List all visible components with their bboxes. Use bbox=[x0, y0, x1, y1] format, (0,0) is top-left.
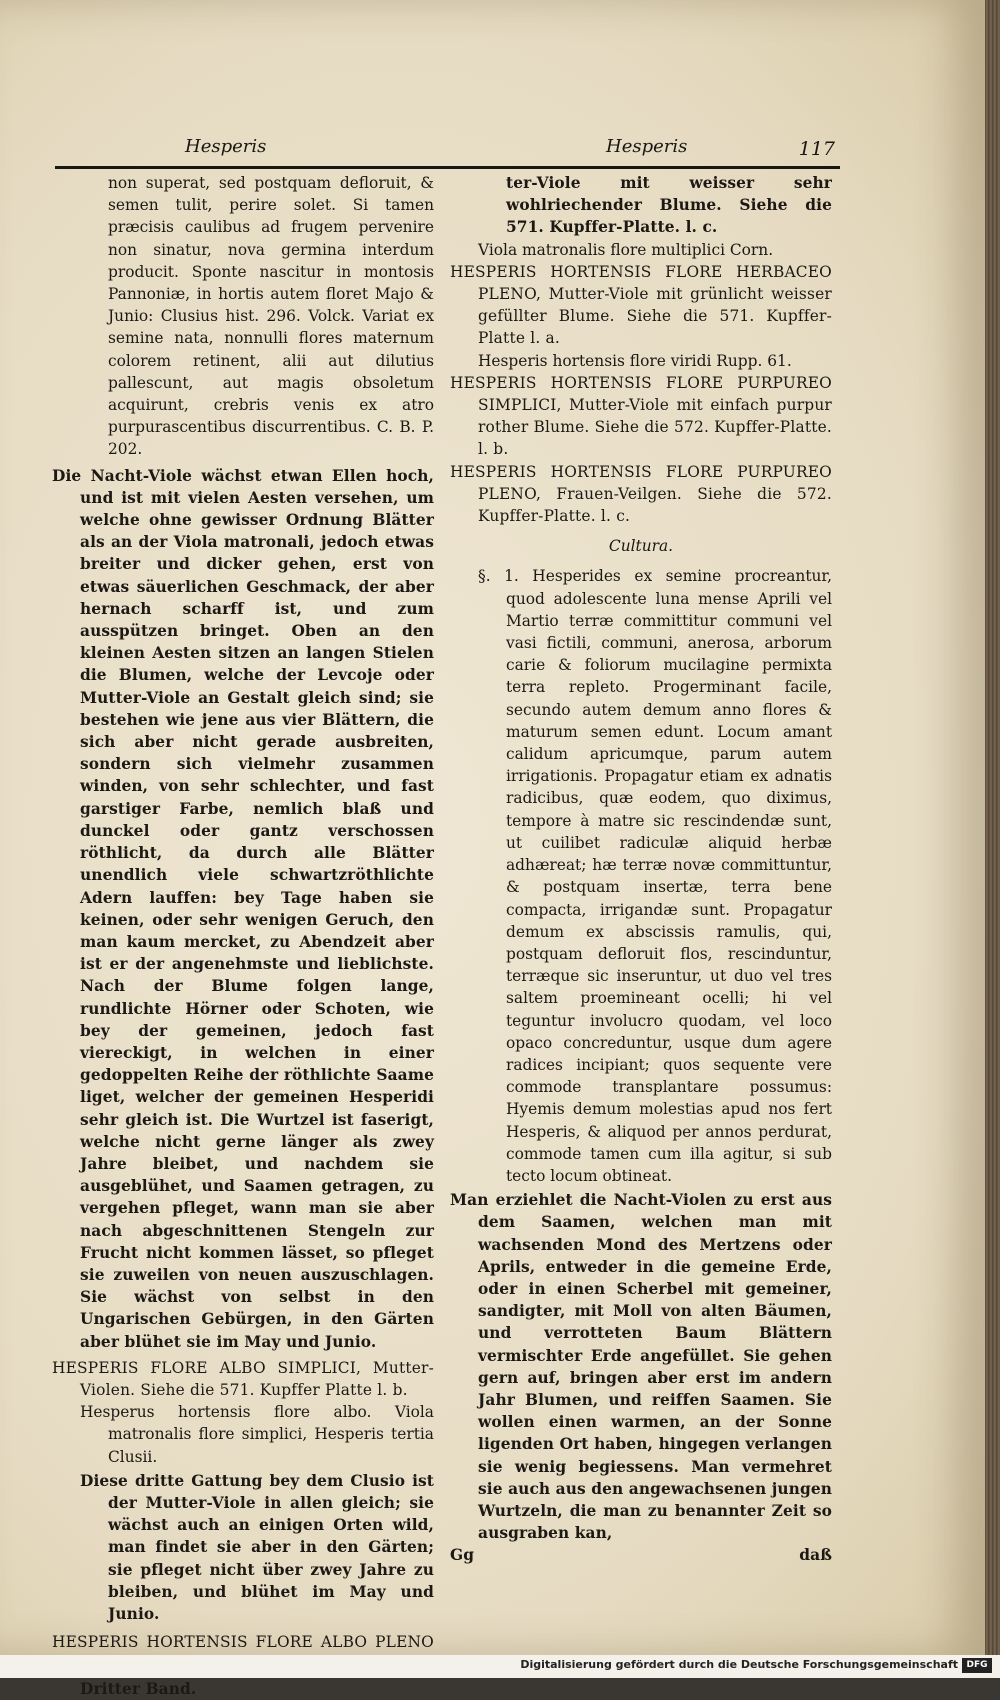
left-entry-flore-albo: HESPERIS FLORE ALBO SIMPLICI, Mutter-Violen. Siehe die 571. Kupffer Platte l. b. bbox=[52, 1358, 434, 1399]
right-signature: Gg bbox=[450, 1546, 475, 1565]
footer-credit: Digitalisierung gefördert durch die Deutsche Forschungsgemeinschaft bbox=[520, 1658, 958, 1671]
right-entry-purpureo-pleno: HESPERIS HORTENSIS FLORE PURPUREO PLENO, Frauen-Veilgen. Siehe die 572. Kupffer-Platte. l. c. bbox=[450, 462, 832, 526]
right-synonym-corn: Viola matronalis flore multiplici Corn. bbox=[478, 240, 774, 259]
right-continuation: ter-Viole mit weisser sehr wohlriechender Blume. Siehe die 571. Kupffer-Platte. l. c. bbox=[506, 174, 832, 237]
page-edge bbox=[985, 0, 1000, 1655]
running-head-right: Hesperis bbox=[606, 136, 688, 157]
left-column bbox=[52, 172, 434, 1700]
header-rule bbox=[55, 166, 840, 169]
left-paragraph-description: Die Nacht-Viole wächst etwan Ellen hoch, und ist mit vielen Aesten versehen, um welche ohne gewisser Ordnung Blätter als an der Viola matronali, jedoch etwas breiter und dicker gehen, erst von etwas säuerlichen Geschmack, der aber hernach scharff ist, und zum ausspützen bringet. Oben an den kleinen Aesten sitzen an langen Stielen die Blumen, welche der Levcoje oder Mutter-Viole an Gestalt gleich sind; sie bestehen wie jene aus vier Blättern, die sich aber nicht gerade ausbreiten, sondern sich vielmehr zusammen winden, von sehr schlechter, und fast garstiger Farbe, nemlich blaß und dunckel oder gantz verschossen röthlicht, da durch alle Blätter unendlich viele schwartzröthlichte Adern lauffen: bey Tage haben sie keinen, oder sehr wenigen Geruch, den man kaum mercket, zu Abendzeit aber ist er der angenehmste und lieblichste. Nach der Blume folgen lange, rundlichte Hörner oder Schoten, wie bey der gemeinen, jedoch fast viereckigt, in welchen in einer gedoppelten Reihe der röthlichte Saame liget, welcher der gemeinen Hesperidi sehr gleich ist. Die Wurtzel ist faserigt, welche nicht gerne länger als zwey Jahre bleibet, und nachdem sie ausgeblühet, und Saamen getragen, zu vergehen pfleget, wann man sie aber nach abgeschnittenen Stengeln zur Frucht nicht kommen lässet, so pfleget sie zuweilen von neuen auszuschlagen. Sie wächst von selbst in den Ungarischen Gebürgen, in den Gärten aber blühet sie im May und Junio. bbox=[52, 466, 434, 1351]
left-signature: Dritter Band. bbox=[80, 1679, 197, 1698]
left-paragraph-third-kind: Diese dritte Gattung bey dem Clusio ist der Mutter-Viole in allen gleich; sie wächst auch an einigen Orten wild, man findet sie aber in den Gärten; sie pfleget nicht über zwey Jahre zu bleiben, und blühet im May und Junio. bbox=[80, 1471, 434, 1623]
right-paragraph-cultura-german: Man erziehlet die Nacht-Violen zu erst aus dem Saamen, welchen man mit wachsenden Mond des Mertzens oder Aprils, entweder in die gemeine Erde, oder in einen Scherbel mit gemeiner, sandigter, mit Moll von alten Bäumen, und verrotteten Baum Blättern vermischter Erde angefüllet. Sie gehen gern auf, bringen aber erst im andern Jahr Blumen, und reiffen Saamen. Sie wollen einen warmen, an der Sonne ligenden Ort haben, hingegen verlangen sie wenig begiessens. Man vermehret sie auch aus den angewachsenen jungen Wurtzeln, die man zu benannter Zeit so ausgraben kan, bbox=[450, 1191, 832, 1543]
right-bottom-line bbox=[450, 1544, 832, 1566]
right-paragraph-cultura-latin: §. 1. Hesperides ex semine procreantur, quod adolescente luna mense Aprili vel Martio terræ committitur communi vel vasi fictili, communi, anerosa, arborum carie & foliorum mucilagine permixta terra repleto. Progerminant facile, secundo autem demum anno flores & maturum semen edunt. Locum amant calidum apricumque, parum autem irrigationis. Propagatur etiam ex adnatis radicibus, quæ eodem, quo diximus, tempore à matre sic rescindendæ sunt, ut cuilibet radiculæ aliquid herbæ adhæreat; hæ terræ novæ committuntur, & postquam insertæ, terra bene compacta, irrigandæ sunt. Propagatur demum ex abscissis ramulis, qui, postquam defloruit flos, rescinduntur, terræque sic inseruntur, ut duo vel tres saltem proemineant ocelli; hi vel teguntur involucro quodam, vel loco opaco concreduntur, usque dum agere radices incipiant; quos sequente vere commode transplantare possumus: Hyemis demum molestias apud nos fert Hesperis, & aliquod per annos perdurat, commode tamen cum illa agitur, si sub tecto locum obtineat. bbox=[478, 567, 832, 1185]
right-column bbox=[450, 172, 832, 1567]
right-entry-herbaceo: HESPERIS HORTENSIS FLORE HERBACEO PLENO, Mutter-Viole mit grünlicht weisser gefüllter Blume. Siehe die 571. Kupffer-Platte l. a. bbox=[450, 262, 832, 348]
section-heading-cultura: Cultura. bbox=[608, 537, 674, 556]
page-number: 117 bbox=[798, 138, 835, 160]
right-entry-purpureo-simplici: HESPERIS HORTENSIS FLORE PURPUREO SIMPLICI, Mutter-Viole mit einfach purpur rother Blume. Siehe die 572. Kupffer-Platte. l. b. bbox=[450, 373, 832, 459]
dfg-logo: DFG bbox=[962, 1658, 992, 1673]
right-synonym-rupp: Hesperis hortensis flore viridi Rupp. 61. bbox=[478, 351, 792, 370]
running-head-left: Hesperis bbox=[185, 136, 267, 157]
left-entry-flore-albo-pleno: HESPERIS HORTENSIS FLORE ALBO PLENO bbox=[52, 1633, 434, 1652]
left-paragraph-latin: non superat, sed postquam defloruit, & semen tulit, perire solet. Si tamen præcisis caulibus ad frugem pervenire non sinatur, nova germina interdum producit. Sponte nascitur in montosis Pannoniæ, in hortis autem floret Majo & Junio: Clusius hist. 296. Volck. Variat ex semine nata, nonnulli flores maternum colorem retinent, alii aut dilutius pallescunt, aut magis obsoletum acquirunt, crebris venis ex atro purpurascentibus discurrentibus. C. B. P. 202. bbox=[108, 174, 434, 459]
left-synonyms: Hesperus hortensis flore albo. Viola matronalis flore simplici, Hesperis tertia Clusii. bbox=[80, 1403, 434, 1466]
catchword: daß bbox=[799, 1546, 832, 1565]
